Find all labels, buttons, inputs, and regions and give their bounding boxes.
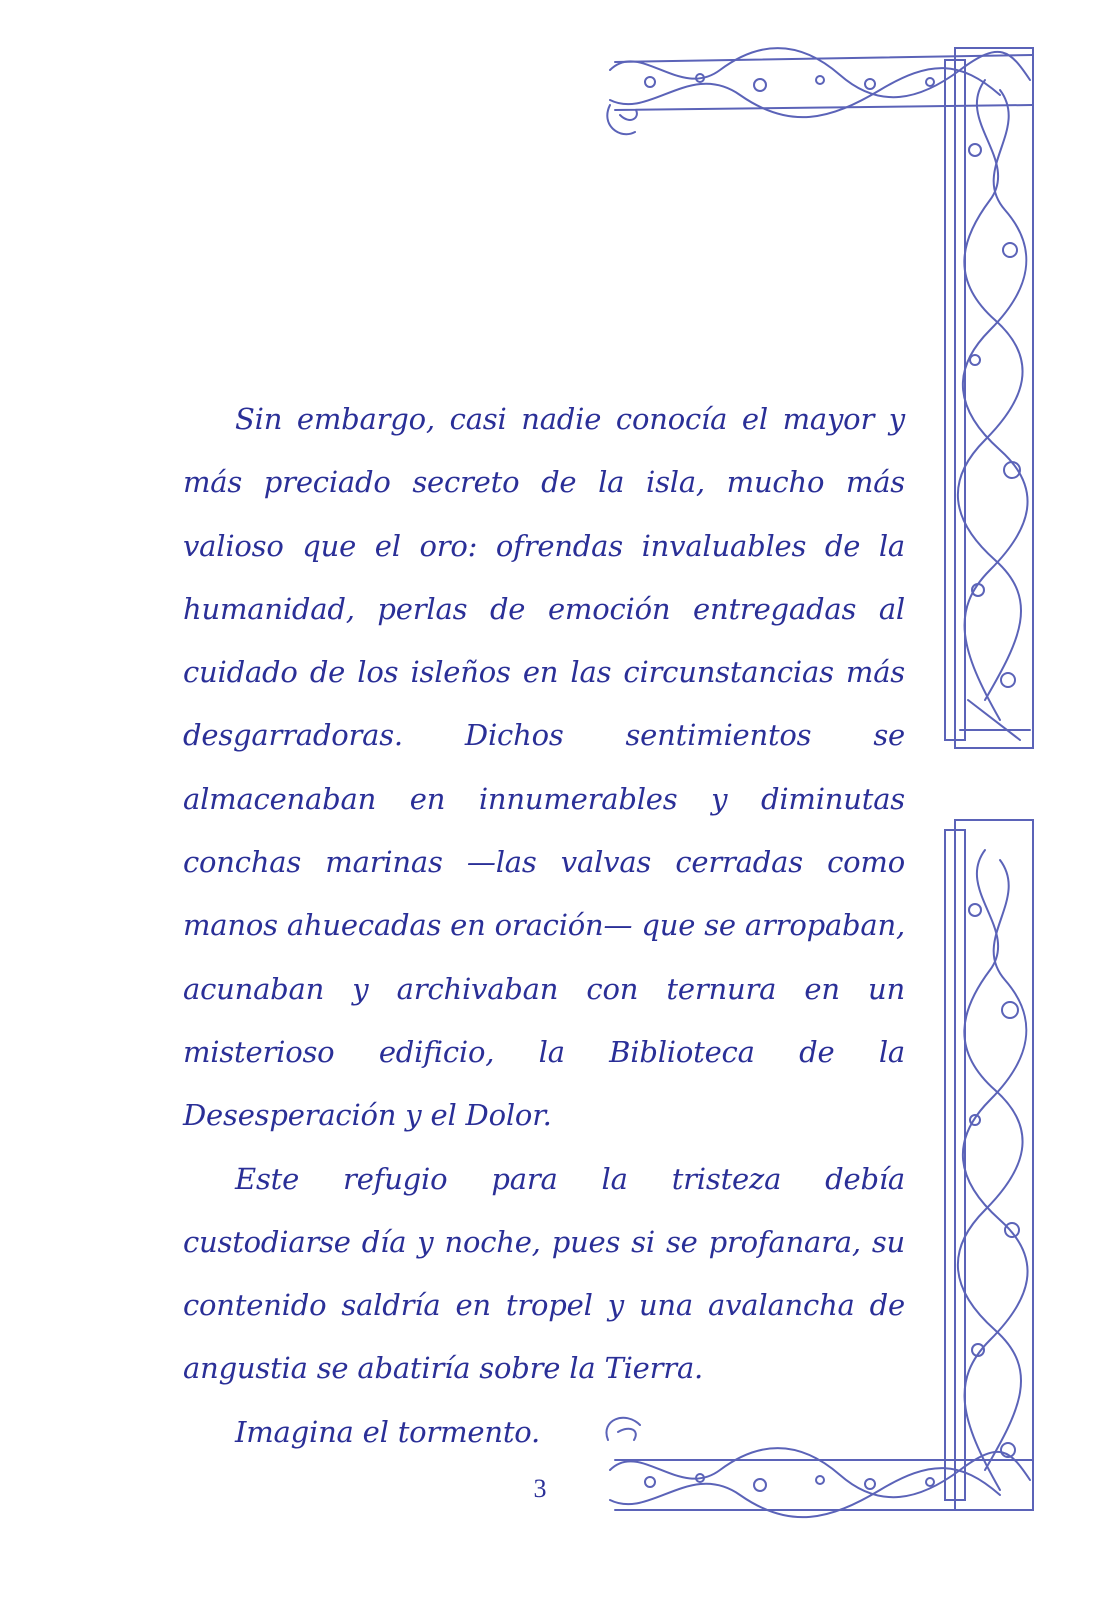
- right-column-upper-ornament: [945, 48, 1033, 748]
- paragraph-2: Este refugio para la tristeza debía custodiarse día y noche, pues si se profanara, su contenido saldría en tropel y una avalancha de angustia se abatiría sobre la Tierra.: [183, 1161, 905, 1386]
- paragraph-1: Sin embargo, casi nadie conocía el mayor y más preciado secreto de la isla, mucho más valioso que el oro: ofrendas invaluables de la humanidad, perlas de emoción entregadas al cuidado de los isleños en las circunstancias más desgarradoras. Dichos sentimientos se almacenaban en innumerables y diminutas conchas marinas —las valvas cerradas como manos ahuecadas en oración— que se arropaban, acunaban y archivaban con ternura en un misterioso edificio, la Biblioteca de la Desesperación y el Dolor.: [183, 402, 905, 1133]
- right-column-lower-ornament: [945, 820, 1033, 1510]
- top-frieze-ornament: [607, 48, 1032, 134]
- page-number: 3: [533, 1474, 547, 1503]
- main-text: [183, 388, 905, 1464]
- paragraph-3: Imagina el tormento.: [235, 1414, 541, 1449]
